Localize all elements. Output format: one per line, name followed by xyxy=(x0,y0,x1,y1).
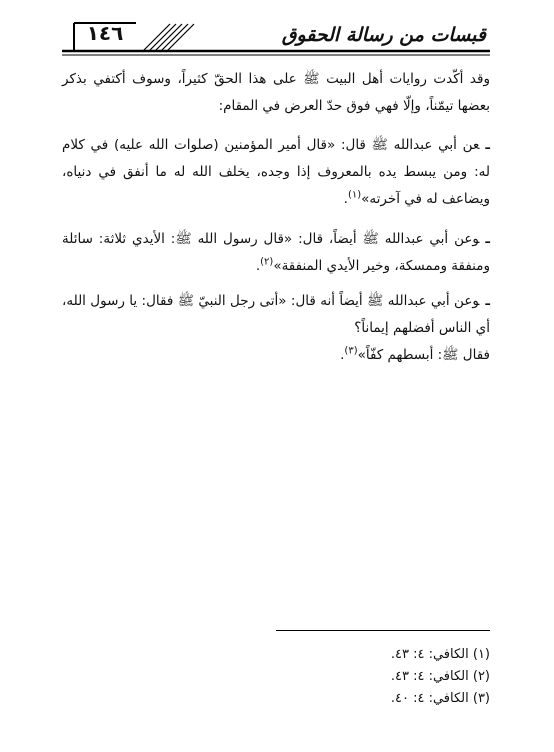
paragraph-dash: ـ xyxy=(485,137,490,153)
hadith-text: وعن أبي عبدالله ﷺ أيضاً أنه قال: «أتى رجل النبيّ ﷺ فقال: يا رسول الله، أي الناس أفضلهم إيماناً؟ xyxy=(62,293,490,336)
paragraph-dash: ـ xyxy=(485,293,490,309)
hadith-paragraph xyxy=(62,132,490,213)
footnote-item: (٣) الكافي: ٤: ٤٠. xyxy=(390,691,490,706)
footnote-item: (٢) الكافي: ٤: ٤٣. xyxy=(390,669,490,684)
book-title: قبسات من رسالة الحقوق xyxy=(281,24,486,46)
hadith-text: وعن أبي عبدالله ﷺ أيضاً، قال: «قال رسول الله ﷺ: الأيدي ثلاثة: سائلة ومنفقة وممسكة، وخير الأيدي المنفقة» xyxy=(62,231,490,274)
answer-text: فقال ﷺ: أبسطهم كفّاً» xyxy=(357,347,490,363)
hadith-text: عن أبي عبدالله ﷺ قال: «قال أمير المؤمنين (صلوات الله عليه) في كلام له: ومن يبسط يده بالمعروف إذا وجده، يخلف الله له ما أنفق في دنياه، ويضاعف له في آخرته» xyxy=(62,137,490,207)
sentence-end: . xyxy=(343,191,348,207)
footnote-ref[interactable]: (١) xyxy=(347,189,362,201)
hadith-paragraph xyxy=(62,226,490,280)
answer-paragraph xyxy=(62,342,490,369)
footnote-ref[interactable]: (٣) xyxy=(344,345,358,357)
footnote-ref[interactable]: (٢) xyxy=(260,256,274,268)
footnote-item: (١) الكافي: ٤: ٤٣. xyxy=(390,647,490,662)
sentence-end: . xyxy=(340,347,345,363)
footnotes xyxy=(276,644,490,710)
page-number: ١٤٦ xyxy=(86,21,124,45)
intro-paragraph: وقد أكّدت روايات أهل البيت ﷺ على هذا الحقّ كثيراً، وسوف أكتفي بذكر بعضها تيمّناً، وإلّا فهي فوق حدّ العرض في المقام: xyxy=(62,71,490,114)
paragraph-dash: ـ xyxy=(485,231,490,247)
page-header xyxy=(62,20,490,56)
sentence-end: . xyxy=(255,258,261,274)
footnote-divider xyxy=(276,630,490,631)
hadith-paragraph xyxy=(62,288,490,342)
